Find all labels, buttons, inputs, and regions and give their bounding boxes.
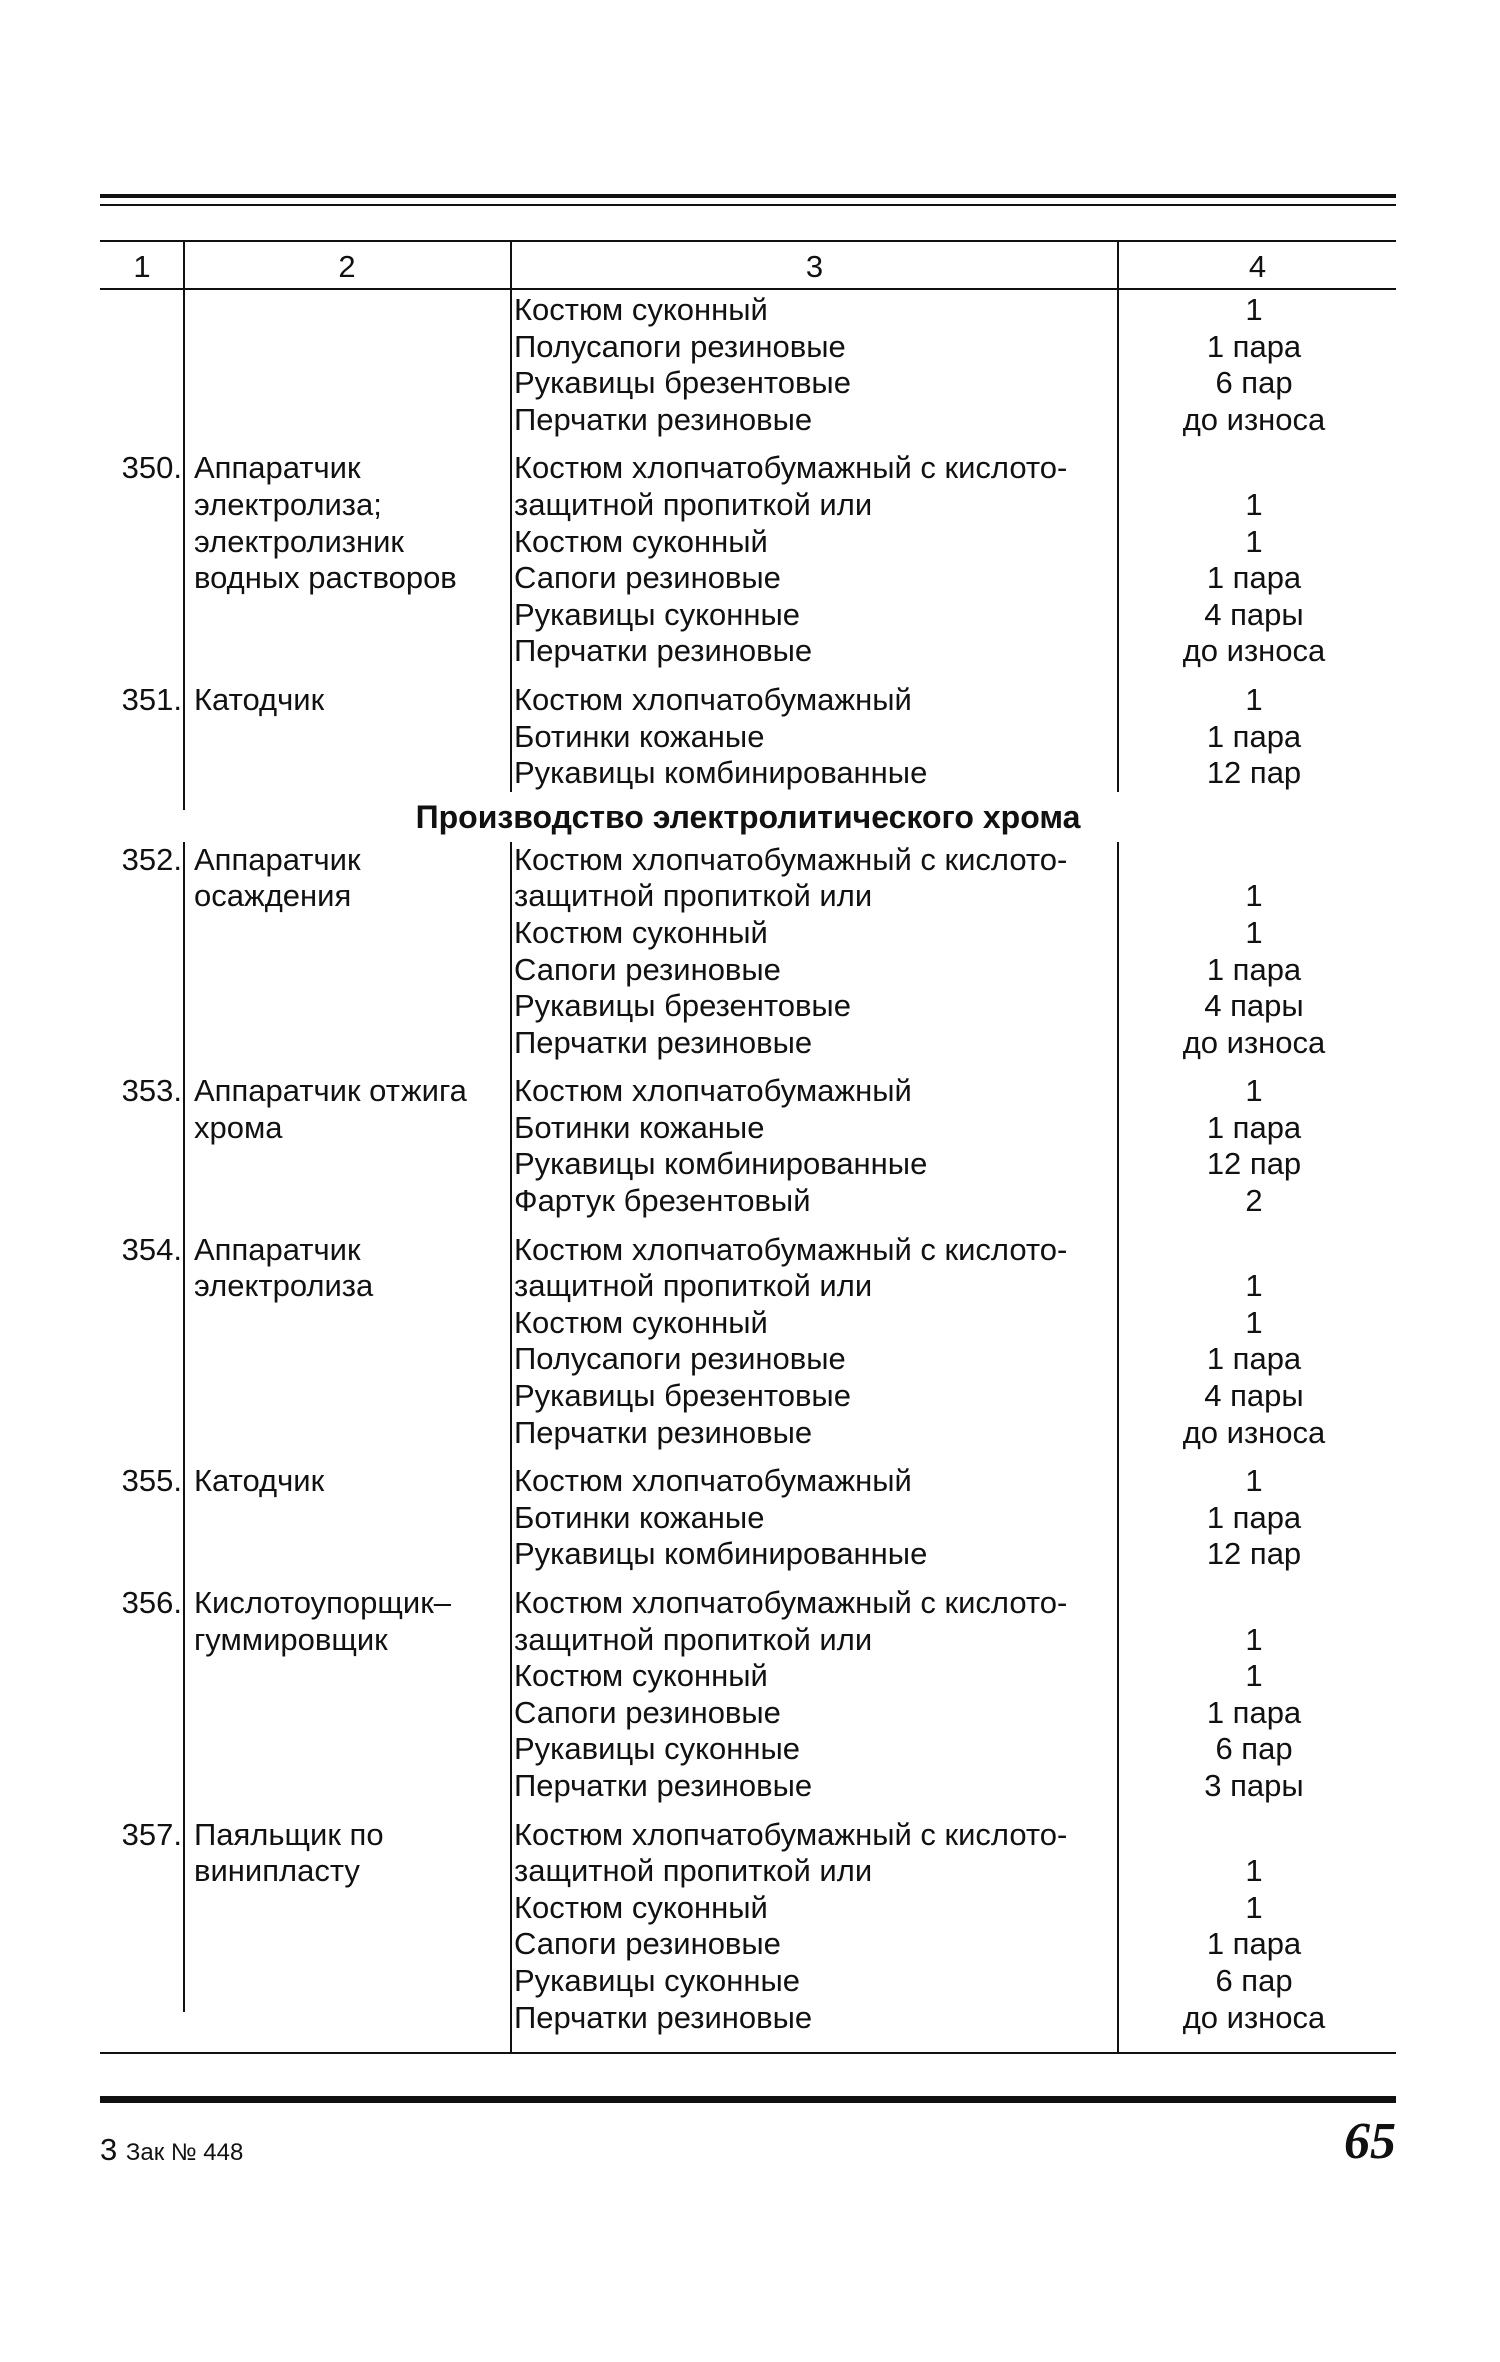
item-quantity: 1: [1245, 878, 1263, 914]
item-name: Рукавицы брезентовые: [514, 365, 851, 401]
item-quantity: 6 пар: [1215, 365, 1293, 401]
items-cell: [502, 1817, 1112, 2037]
item-quantity: 1: [1245, 681, 1263, 717]
item-name: Перчатки резиновые: [514, 633, 813, 669]
table-row: [100, 842, 1396, 1062]
profession-cell: [182, 1073, 502, 1219]
row-number: 356.: [121, 1585, 182, 1620]
item-name: Рукавицы комбинированные: [514, 1536, 928, 1572]
profession-line: электролиза;: [194, 486, 382, 522]
row-number: 354.: [121, 1231, 182, 1267]
item-name: Сапоги резиновые: [514, 1694, 781, 1730]
table-row: [100, 1073, 1396, 1219]
item-quantity: 1: [1245, 914, 1263, 950]
profession-line: Аппаратчик отжига: [194, 1073, 467, 1109]
item-name: Перчатки резиновые: [514, 401, 813, 437]
profession-line: осаждения: [194, 878, 352, 914]
item-quantity: [1112, 1232, 1396, 1269]
item-name: Перчатки резиновые: [514, 1767, 813, 1803]
item-quantity: 1: [1245, 1658, 1263, 1694]
quantity-cell: [1112, 682, 1396, 792]
column-header-4: 4: [1248, 249, 1267, 284]
page-number: 65: [1344, 2113, 1396, 2170]
profession-line: хрома: [194, 1109, 283, 1145]
quantity-cell: [1112, 842, 1396, 1062]
item-name: Костюм суконный: [514, 292, 768, 327]
item-name: Костюм суконный: [514, 1658, 768, 1694]
item-quantity: до износа: [1182, 633, 1326, 669]
item-name: Рукавицы брезентовые: [514, 988, 851, 1024]
item-quantity: 1 пара: [1206, 1109, 1302, 1145]
item-quantity: [1112, 842, 1396, 879]
profession-cell: [182, 1463, 502, 1573]
item-name: Рукавицы брезентовые: [514, 1378, 851, 1414]
item-name: Костюм хлопчатобумажный с кислото-: [514, 1816, 1068, 1852]
item-name: Перчатки резиновые: [514, 1999, 813, 2035]
column-header-2: 2: [338, 249, 356, 284]
item-name: Ботинки кожаные: [514, 1109, 765, 1145]
profession-cell: [182, 842, 502, 1062]
row-number: 357.: [121, 1816, 182, 1852]
item-name: Костюм суконный: [514, 914, 768, 950]
item-name: Костюм хлопчатобумажный: [514, 1073, 912, 1109]
item-quantity: 4 пары: [1204, 1378, 1304, 1414]
item-name: Сапоги резиновые: [514, 951, 781, 987]
item-name: Сапоги резиновые: [514, 560, 781, 596]
items-cell: [502, 450, 1112, 670]
profession-line: Кислотоупорщик–: [194, 1585, 452, 1620]
item-name: Полусапоги резиновые: [514, 1341, 846, 1377]
profession-cell: [182, 450, 502, 670]
item-name: Перчатки резиновые: [514, 1414, 813, 1450]
item-quantity: [1112, 1585, 1396, 1622]
item-quantity: 1: [1245, 292, 1263, 327]
row-number: 351.: [121, 681, 182, 717]
item-name: Костюм суконный: [514, 1304, 768, 1340]
top-rule-thick: [100, 194, 1396, 198]
profession-line: Паяльщик по: [194, 1816, 384, 1852]
item-quantity: 4 пары: [1204, 596, 1304, 632]
row-number: 350.: [121, 450, 182, 486]
table-row: [100, 1463, 1396, 1573]
table-bottom-line: [100, 2052, 1396, 2054]
header-bottom-line: [100, 288, 1396, 290]
profession-cell: [182, 292, 502, 438]
item-quantity: до износа: [1182, 1414, 1326, 1450]
column-header-3: 3: [805, 249, 824, 284]
item-name: Сапоги резиновые: [514, 1926, 781, 1962]
top-rule-thin: [100, 204, 1396, 206]
row-number: 353.: [121, 1073, 182, 1109]
row-number: 352.: [121, 841, 182, 877]
item-name: Рукавицы суконные: [514, 596, 801, 632]
quantity-cell: [1112, 1232, 1396, 1452]
item-quantity: 1 пара: [1206, 951, 1302, 987]
item-name: Фартук брезентовый: [514, 1183, 811, 1219]
item-quantity: 1 пара: [1206, 1341, 1302, 1377]
items-cell: [502, 842, 1112, 1062]
item-quantity: 1 пара: [1206, 1499, 1302, 1535]
items-cell: [502, 682, 1112, 792]
item-name: защитной пропиткой или: [514, 1853, 873, 1889]
item-name: защитной пропиткой или: [514, 1621, 873, 1657]
profession-line: водных растворов: [194, 560, 457, 596]
profession-line: Катодчик: [194, 681, 325, 717]
item-name: защитной пропиткой или: [514, 1268, 873, 1304]
item-quantity: [1112, 450, 1396, 487]
item-name: Ботинки кожаные: [514, 1499, 765, 1535]
item-quantity: 1: [1245, 1073, 1263, 1109]
item-quantity: до износа: [1182, 401, 1326, 437]
order-number: Зак № 448: [125, 2139, 244, 2166]
item-quantity: [1112, 1817, 1396, 1854]
item-quantity: 4 пары: [1204, 988, 1304, 1024]
item-name: Костюм хлопчатобумажный с кислото-: [514, 1585, 1068, 1620]
item-name: Ботинки кожаные: [514, 718, 765, 754]
row-number: [100, 292, 182, 438]
items-cell: [502, 1232, 1112, 1452]
items-cell: [502, 1463, 1112, 1573]
item-quantity: 6 пар: [1215, 1731, 1293, 1767]
item-quantity: 3 пары: [1204, 1767, 1304, 1803]
item-name: Перчатки резиновые: [514, 1024, 813, 1060]
item-quantity: 1: [1245, 1463, 1263, 1499]
item-name: Костюм суконный: [514, 523, 768, 559]
table-row: [100, 1232, 1396, 1452]
profession-cell: [182, 1232, 502, 1452]
footer-imprint: [100, 2132, 243, 2168]
table-body: [100, 292, 1396, 2036]
items-cell: [502, 1073, 1112, 1219]
item-name: Костюм хлопчатобумажный: [514, 681, 912, 717]
row-number: 355.: [121, 1463, 182, 1499]
profession-line: Аппаратчик: [194, 450, 361, 486]
bottom-rule-thick: [100, 2096, 1396, 2103]
item-quantity: 1 пара: [1206, 1926, 1302, 1962]
item-name: Костюм хлопчатобумажный с кислото-: [514, 450, 1068, 486]
item-name: Костюм суконный: [514, 1889, 768, 1925]
item-name: Рукавицы комбинированные: [514, 755, 928, 791]
items-cell: [502, 1585, 1112, 1805]
table-row: [100, 450, 1396, 670]
item-name: Костюм хлопчатобумажный: [514, 1463, 912, 1499]
profession-line: электролиза: [194, 1268, 374, 1304]
item-quantity: 1: [1245, 1853, 1263, 1889]
profession-line: винипласту: [194, 1853, 360, 1889]
items-cell: [502, 292, 1112, 438]
quantity-cell: [1112, 450, 1396, 670]
quantity-cell: [1112, 1817, 1396, 2037]
item-name: защитной пропиткой или: [514, 486, 873, 522]
item-name: Рукавицы суконные: [514, 1731, 801, 1767]
header-top-line: [100, 240, 1396, 242]
quantity-cell: [1112, 1463, 1396, 1573]
profession-line: Аппаратчик: [194, 1231, 361, 1267]
item-quantity: до износа: [1182, 1024, 1326, 1060]
item-name: Костюм хлопчатобумажный с кислото-: [514, 1231, 1068, 1267]
item-name: Полусапоги резиновые: [514, 328, 846, 364]
item-quantity: 1: [1245, 1889, 1263, 1925]
item-quantity: 1 пара: [1206, 328, 1302, 364]
item-name: защитной пропиткой или: [514, 878, 873, 914]
item-quantity: 12 пар: [1206, 1146, 1302, 1182]
item-name: Рукавицы комбинированные: [514, 1146, 928, 1182]
item-quantity: 1: [1245, 523, 1263, 559]
table-row: [100, 1817, 1396, 2037]
profession-line: Аппаратчик: [194, 841, 361, 877]
item-quantity: 6 пар: [1215, 1962, 1293, 1998]
signature-number: 3: [100, 2132, 118, 2167]
profession-cell: [182, 1817, 502, 2037]
item-quantity: 1: [1245, 1621, 1263, 1657]
quantity-cell: [1112, 1585, 1396, 1805]
quantity-cell: [1112, 1073, 1396, 1219]
section-title: Производство электролитического хрома: [415, 798, 1081, 835]
table-row: [100, 1585, 1396, 1805]
column-header-1: 1: [133, 249, 151, 284]
item-quantity: 12 пар: [1206, 1536, 1302, 1572]
profession-cell: [182, 1585, 502, 1805]
table-row: [100, 292, 1396, 438]
item-quantity: 1: [1245, 1304, 1263, 1340]
profession-line: гуммировщик: [194, 1621, 388, 1657]
item-quantity: 2: [1245, 1183, 1263, 1219]
profession-line: Катодчик: [194, 1463, 325, 1499]
profession-line: электролизник: [194, 523, 404, 559]
profession-cell: [182, 682, 502, 792]
item-quantity: 1 пара: [1206, 560, 1302, 596]
item-quantity: 12 пар: [1206, 755, 1302, 791]
item-quantity: 1: [1245, 486, 1263, 522]
item-quantity: 1 пара: [1206, 718, 1302, 754]
item-quantity: до износа: [1182, 1999, 1326, 2035]
table-row: [100, 682, 1396, 792]
quantity-cell: [1112, 292, 1396, 438]
item-name: Костюм хлопчатобумажный с кислото-: [514, 841, 1068, 877]
item-quantity: 1: [1245, 1268, 1263, 1304]
item-quantity: 1 пара: [1206, 1694, 1302, 1730]
item-name: Рукавицы суконные: [514, 1962, 801, 1998]
